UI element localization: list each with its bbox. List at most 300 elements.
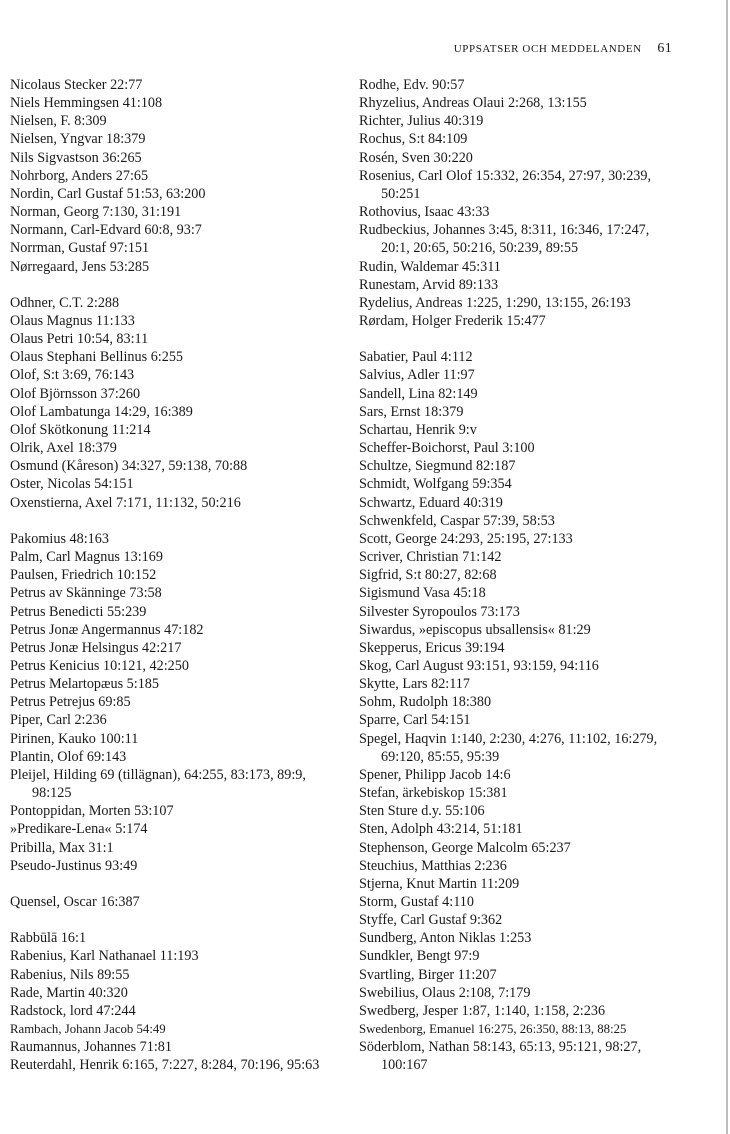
index-entry-name: Sandell, Lina (359, 385, 435, 402)
index-entry (10, 239, 340, 257)
index-entry-refs: 37:260 (100, 385, 141, 402)
index-entry-name: »Predikare-Lena« (10, 821, 112, 838)
index-entry (359, 203, 675, 221)
index-entry-name: Swedberg, Jesper (359, 1002, 459, 1019)
index-entry-refs: 93:151, 93:159, 94:116 (467, 657, 599, 674)
index-entry-refs: 82:149 (438, 385, 478, 402)
index-entry-name: Petrus Kenicius (10, 657, 100, 674)
index-entry-name: Rudbeckius, Johannes (359, 222, 486, 239)
index-entry-refs: 14:6 (485, 766, 511, 783)
index-entry-name: Rosenius, Carl Olof (359, 167, 473, 184)
index-entry-name: Sten Sture d.y. (359, 803, 442, 820)
index-entry-name: Rochus, S:t (359, 131, 425, 148)
index-entry-refs: 93:49 (105, 857, 138, 874)
index-entry-refs: 100:11 (99, 730, 139, 747)
index-entry-name: Oxenstierna, Axel (10, 494, 113, 511)
index-entry-name: Scheffer-Boichorst, Paul (359, 440, 499, 457)
index-entry-name: Rørdam, Holger Frederik (359, 313, 503, 330)
index-entry (10, 748, 340, 766)
index-entry-refs: 69:143 (86, 748, 127, 765)
index-entry (359, 766, 675, 784)
index-entry-name: Pribilla, Max (10, 839, 85, 856)
index-entry (10, 439, 340, 457)
index-entry-name: Petrus av Skänninge (10, 585, 126, 602)
index-entry-refs: 58:143, 65:13, 95:121, 98:27, 100:167 (381, 1039, 642, 1074)
index-entry-name: Swedenborg, Emanuel (359, 1022, 475, 1037)
index-entry (10, 1020, 340, 1038)
index-entry (359, 1020, 675, 1038)
index-entry-name: Stefan, ärkebiskop (359, 785, 465, 802)
index-entry-name: Schwartz, Eduard (359, 494, 460, 511)
index-entry-refs: 65:237 (531, 839, 571, 856)
index-entry (359, 130, 675, 148)
index-entry (10, 548, 340, 566)
index-entry (359, 167, 675, 203)
index-entry-name: Reuterdahl, Henrik (10, 1057, 119, 1074)
index-entry-name: Olof, S:t (10, 367, 59, 384)
index-entry (359, 1002, 675, 1020)
index-entry-refs: 59:354 (472, 476, 512, 493)
index-entry-name: Skog, Carl August (359, 657, 464, 674)
index-entry-refs: 18:379 (106, 131, 146, 148)
index-entry-refs: 11:193 (159, 948, 199, 965)
index-entry-refs: 9:v (458, 421, 477, 438)
index-entry-refs: 6:255 (150, 349, 184, 366)
index-entry (10, 766, 340, 802)
page-edge-rule (726, 0, 728, 1134)
index-entry (359, 711, 675, 729)
index-entry-name: Nicolaus Stecker (10, 77, 107, 93)
index-entry (359, 784, 675, 802)
index-entry-name: Rodhe, Edv. (359, 77, 429, 93)
index-entry-refs: 15:381 (468, 785, 508, 802)
index-entry (10, 258, 340, 276)
index-entry-refs: 55:106 (445, 803, 485, 820)
index-entry-refs: 11:133 (95, 313, 135, 330)
section-gap (10, 512, 340, 530)
index-entry-refs: 7:130, 31:191 (102, 204, 182, 221)
page-number: 61 (657, 41, 672, 56)
index-entry-refs: 16:275, 26:350, 88:13, 88:25 (477, 1022, 627, 1037)
index-entry (10, 76, 340, 94)
index-entry-refs: 1:225, 1:290, 13:155, 26:193 (466, 294, 631, 311)
index-entry-name: Rambach, Johann Jacob (10, 1022, 134, 1037)
index-entry (359, 512, 675, 530)
index-entry-name: Sten, Adolph (359, 821, 434, 838)
index-entry-refs: 8:309 (74, 113, 107, 130)
index-entry-refs: 10:152 (116, 567, 157, 584)
index-entry-name: Petrus Melartopæus (10, 676, 124, 693)
index-entry-refs: 55:239 (106, 603, 147, 620)
index-entry-name: Olof Skötkonung (10, 421, 109, 438)
index-entry-refs: 2:268, 13:155 (507, 95, 587, 112)
index-entry-refs: 22:77 (110, 77, 143, 93)
index-entry (10, 621, 340, 639)
index-entry-name: Rabbūlā (10, 930, 58, 947)
index-entry (359, 276, 675, 294)
index-entry (10, 1038, 340, 1056)
index-entry-refs: 10:121, 42:250 (103, 657, 189, 674)
index-entry-refs: 53:285 (109, 258, 150, 275)
index-entry-name: Petrus Benedicti (10, 603, 104, 620)
index-entry-refs: 80:27, 82:68 (424, 567, 497, 584)
index-entry-refs: 3:45, 8:311, 16:346, 17:247, 20:1, 20:65, 50:216, 50:239, 89:55 (381, 222, 650, 257)
index-entry (10, 403, 340, 421)
index-entry (10, 893, 340, 911)
index-entry-name: Niels Hemmingsen (10, 95, 120, 112)
index-entry (359, 94, 675, 112)
index-entry (359, 494, 675, 512)
index-entry (10, 984, 340, 1002)
index-entry (359, 421, 675, 439)
index-entry-refs: 1:140, 2:230, 4:276, 11:102, 16:279, 69:120, 85:55, 95:39 (381, 730, 658, 765)
index-entry-name: Normann, Carl-Edvard (10, 222, 141, 239)
index-entry-name: Runestam, Arvid (359, 276, 456, 293)
index-entry (10, 947, 340, 965)
running-header (0, 40, 672, 57)
index-entry (10, 730, 340, 748)
index-entry-name: Norrman, Gustaf (10, 240, 107, 257)
index-entry-refs: 16:387 (100, 893, 140, 910)
index-entry-name: Styffe, Carl Gustaf (359, 912, 467, 929)
index-entry-refs: 69:85 (98, 694, 131, 711)
index-entry-refs: 31:1 (88, 839, 114, 856)
index-entry (359, 657, 675, 675)
index-entry-name: Petrus Jonæ Angermannus (10, 621, 161, 638)
index-entry-refs: 2:108, 7:179 (458, 984, 531, 1001)
index-entry-refs: 11:207 (457, 966, 497, 983)
section-gap (10, 875, 340, 893)
index-entry (359, 530, 675, 548)
index-entry-refs: 11:214 (111, 421, 151, 438)
index-entry-name: Svartling, Birger (359, 966, 455, 983)
index-entry (10, 475, 340, 493)
section-gap (10, 276, 340, 294)
index-entry-refs: 45:311 (462, 258, 501, 275)
index-entry-refs: 71:142 (462, 549, 502, 566)
index-entry-refs: 10:54, 83:11 (77, 331, 149, 348)
index-entry (10, 185, 340, 203)
index-entry (359, 639, 675, 657)
index-entry-refs: 34:327, 59:138, 70:88 (121, 458, 248, 475)
index-entry (359, 802, 675, 820)
index-entry-name: Sundkler, Bengt (359, 948, 451, 965)
index-entry (359, 475, 675, 493)
index-entry (359, 258, 675, 276)
index-entry (359, 984, 675, 1002)
index-entry-refs: 54:49 (136, 1022, 166, 1037)
index-entry-name: Richter, Julius (359, 113, 441, 130)
index-entry-name: Olaus Magnus (10, 313, 93, 330)
index-entry (359, 439, 675, 457)
index-entry (10, 112, 340, 130)
index-entry (359, 603, 675, 621)
index-entry-refs: 18:379 (424, 403, 464, 420)
index-entry-name: Swebilius, Olaus (359, 984, 456, 1001)
index-entry-name: Söderblom, Nathan (359, 1039, 470, 1056)
index-entry (10, 167, 340, 185)
index-entry (10, 820, 340, 838)
index-entry-name: Oster, Nicolas (10, 476, 91, 493)
index-entry (10, 839, 340, 857)
index-entry-name: Pleijel, Hilding (10, 766, 97, 783)
index-entry-name: Paulsen, Friedrich (10, 567, 114, 584)
index-entry (359, 839, 675, 857)
index-entry-refs: 36:265 (102, 149, 142, 166)
index-entry-name: Rabenius, Nils (10, 966, 94, 983)
index-entry (10, 566, 340, 584)
index-entry (10, 675, 340, 693)
index-entry-name: Scriver, Christian (359, 549, 459, 566)
index-entry (10, 149, 340, 167)
index-entry-name: Schultze, Siegmund (359, 458, 473, 475)
index-entry-name: Pontoppidan, Morten (10, 803, 131, 820)
index-entry-refs: 82:117 (431, 676, 470, 693)
index-entry-name: Skepperus, Ericus (359, 639, 462, 656)
index-entry-refs: 47:244 (96, 1002, 136, 1019)
index-entry-refs: 54:151 (431, 712, 471, 729)
index-entry-refs: 24:293, 25:195, 27:133 (440, 530, 573, 547)
index-entry-refs: 40:319 (463, 494, 503, 511)
index-entry-name: Skytte, Lars (359, 676, 428, 693)
index-entry (10, 457, 340, 475)
index-entry-name: Nils Sigvastson (10, 149, 99, 166)
index-entry (359, 221, 675, 257)
index-entry (359, 294, 675, 312)
section-gap (10, 911, 340, 929)
index-entry (10, 966, 340, 984)
index-entry-name: Pseudo-Justinus (10, 857, 102, 874)
index-entry-name: Radstock, lord (10, 1002, 93, 1019)
index-entry (10, 294, 340, 312)
index-entry-name: Rothovius, Isaac (359, 204, 454, 221)
index-entry-refs: 43:33 (457, 204, 490, 221)
index-entry (10, 203, 340, 221)
index-entry (10, 385, 340, 403)
index-entry-name: Osmund (Kåreson) (10, 458, 119, 475)
index-entry-name: Nordin, Carl Gustaf (10, 185, 124, 202)
index-entry-refs: 2:288 (86, 294, 120, 311)
index-entry-refs: 41:108 (122, 95, 163, 112)
index-entry-refs: 18:380 (451, 694, 492, 711)
index-entry-refs: 11:97 (442, 367, 475, 384)
index-entry (359, 1038, 675, 1074)
index-entry-refs: 4:110 (442, 894, 474, 911)
index-entry (359, 457, 675, 475)
index-entry-refs: 60:8, 93:7 (144, 222, 202, 239)
index-entry-refs: 1:87, 1:140, 1:158, 2:236 (461, 1002, 606, 1019)
index-entry (10, 802, 340, 820)
index-entry-name: Sundberg, Anton Niklas (359, 930, 496, 947)
index-entry-refs: 15:477 (506, 313, 546, 330)
index-entry (10, 711, 340, 729)
index-entry (359, 893, 675, 911)
index-entry (10, 312, 340, 330)
index-entry-name: Rydelius, Andreas (359, 294, 463, 311)
index-entry-name: Sohm, Rudolph (359, 694, 449, 711)
index-entry-name: Rudin, Waldemar (359, 258, 459, 275)
index-entry-refs: 97:151 (109, 240, 150, 257)
index-entry-name: Steuchius, Matthias (359, 857, 471, 874)
index-entry (10, 693, 340, 711)
index-entry (10, 1056, 340, 1074)
index-entry (359, 621, 675, 639)
index-entry-refs: 4:112 (440, 349, 473, 366)
index-entry-refs: 5:185 (126, 676, 159, 693)
index-entry-refs: 3:100 (502, 440, 535, 457)
index-entry-name: Nielsen, Yngvar (10, 131, 103, 148)
index-entry (10, 1002, 340, 1020)
index-entry-refs: 16:1 (60, 930, 87, 947)
index-entry-refs: 5:174 (115, 821, 148, 838)
index-entry-refs: 71:81 (139, 1039, 172, 1056)
index-entry-name: Raumannus, Johannes (10, 1039, 137, 1056)
section-gap (359, 330, 675, 348)
index-entry (359, 312, 675, 330)
index-entry (10, 494, 340, 512)
index-entry-refs: 40:320 (88, 984, 128, 1001)
index-entry (10, 130, 340, 148)
index-entry-name: Olof Björnsson (10, 385, 98, 402)
index-entry-name: Rabenius, Karl Nathanael (10, 948, 157, 965)
index-entry-name: Pirinen, Kauko (10, 730, 96, 747)
index-entry-refs: 69 (tillägnan), 64:255, 83:173, 89:9, 98:125 (32, 766, 306, 802)
index-entry (10, 330, 340, 348)
index-entry-refs: 14:29, 16:389 (114, 403, 193, 420)
index-entry (10, 639, 340, 657)
index-entry-refs: 9:362 (469, 912, 503, 929)
index-entry-name: Pakomius (10, 530, 66, 547)
index-entry-refs: 40:319 (443, 113, 484, 130)
index-entry-refs: 15:332, 26:354, 27:97, 30:239, 50:251 (381, 167, 652, 202)
index-entry-refs: 90:57 (432, 77, 465, 93)
index-entry (359, 403, 675, 421)
index-entry-refs: 13:169 (123, 549, 163, 566)
index-entry-name: Schartau, Henrik (359, 421, 456, 438)
index-entry (359, 76, 675, 94)
index-entry (359, 875, 675, 893)
index-entry (10, 366, 340, 384)
index-entry (359, 348, 675, 366)
index-entry-name: Scott, George (359, 530, 437, 547)
index-entry-refs: 47:182 (164, 621, 204, 638)
index-entry-refs: 82:187 (476, 458, 516, 475)
index-entry (10, 584, 340, 602)
index-entry (359, 566, 675, 584)
index-entry-refs: 3:69, 76:143 (62, 367, 135, 384)
index-entry-refs: 27:65 (115, 167, 149, 184)
index-entry-refs: 6:165, 7:227, 8:284, 70:196, 95:63 (122, 1057, 320, 1074)
index-entry-refs: 53:107 (134, 803, 174, 820)
index-entry-refs: 81:29 (558, 621, 591, 638)
index-entry-name: Spegel, Haqvin (359, 730, 447, 747)
index-entry-name: Stjerna, Knut Martin (359, 875, 477, 892)
index-entry-refs: 7:171, 11:132, 50:216 (115, 494, 241, 511)
index-entry-refs: 84:109 (427, 131, 468, 148)
index-entry (359, 112, 675, 130)
index-entry (10, 929, 340, 947)
index-entry-name: Rosén, Sven (359, 149, 430, 166)
index-entry (10, 857, 340, 875)
index-entry-name: Odhner, C.T. (10, 294, 84, 311)
index-entry-refs: 11:209 (480, 875, 520, 892)
index-entry (10, 657, 340, 675)
index-entry (10, 530, 340, 548)
index-entry-name: Plantin, Olof (10, 748, 84, 765)
index-entry-refs: 97:9 (454, 948, 480, 965)
index-entry-refs: 42:217 (142, 639, 182, 656)
index-entry-name: Olrik, Axel (10, 440, 74, 457)
index-entry-refs: 39:194 (465, 639, 505, 656)
index-entry (359, 366, 675, 384)
index-entry (10, 603, 340, 621)
index-entry-name: Nørregaard, Jens (10, 258, 107, 275)
index-entry-name: Salvius, Adler (359, 367, 440, 384)
index-entry-refs: 2:236 (74, 712, 107, 729)
index-entry (359, 730, 675, 766)
index-entry-refs: 48:163 (69, 530, 109, 547)
index-entry-name: Norman, Georg (10, 204, 99, 221)
index-entry (359, 385, 675, 403)
index-entry-name: Stephenson, George Malcolm (359, 839, 528, 856)
index-entry-refs: 89:133 (458, 276, 499, 293)
index-entry-name: Spener, Philipp Jacob (359, 766, 482, 783)
index-entry-name: Olof Lambatunga (10, 403, 111, 420)
index-entry-name: Piper, Carl (10, 712, 71, 729)
index-entry-name: Sigfrid, S:t (359, 567, 422, 584)
index-entry-name: Siwardus, »episcopus ubsallensis« (359, 621, 555, 638)
index-entry-name: Silvester Syropoulos (359, 603, 477, 620)
index-entry (359, 820, 675, 838)
index-entry (10, 421, 340, 439)
index-entry (359, 911, 675, 929)
index-entry-name: Olaus Petri (10, 331, 74, 348)
index-entry-name: Olaus Stephani Bellinus (10, 349, 148, 366)
index-entry (10, 348, 340, 366)
index-entry-name: Quensel, Oscar (10, 893, 97, 910)
index-entry-refs: 1:253 (499, 930, 532, 947)
running-title: UPPSATSER OCH MEDDELANDEN (453, 43, 642, 55)
index-entry-name: Rhyzelius, Andreas Olaui (359, 95, 505, 112)
index-entry-name: Petrus Jonæ Helsingus (10, 639, 139, 656)
index-entry-refs: 43:214, 51:181 (436, 821, 523, 838)
index-entry-name: Schwenkfeld, Caspar (359, 512, 480, 529)
index-entry-refs: 2:236 (474, 857, 507, 874)
index-entry-name: Schmidt, Wolfgang (359, 476, 469, 493)
index-entry-refs: 18:379 (77, 440, 117, 457)
index-entry-name: Nohrborg, Anders (10, 167, 113, 184)
index-entry-name: Sparre, Carl (359, 712, 428, 729)
index-entry-refs: 45:18 (453, 585, 486, 602)
index-entry-refs: 57:39, 58:53 (483, 512, 555, 529)
index-entry-name: Nielsen, F. (10, 113, 71, 130)
index-entry-refs: 73:58 (129, 585, 162, 602)
index-entry (359, 947, 675, 965)
index-entry (359, 857, 675, 875)
index-entry (359, 929, 675, 947)
index-entry-name: Storm, Gustaf (359, 894, 439, 911)
index-entry-refs: 73:173 (480, 603, 520, 620)
index-entry (359, 584, 675, 602)
index-entry-refs: 51:53, 63:200 (126, 185, 206, 202)
index-entry (10, 94, 340, 112)
index-entry (10, 221, 340, 239)
index-entry-name: Palm, Carl Magnus (10, 549, 120, 566)
index-entry (359, 675, 675, 693)
index-entry-name: Sars, Ernst (359, 403, 421, 420)
index-entry-refs: 89:55 (97, 966, 130, 983)
index-entry-refs: 30:220 (433, 149, 473, 166)
